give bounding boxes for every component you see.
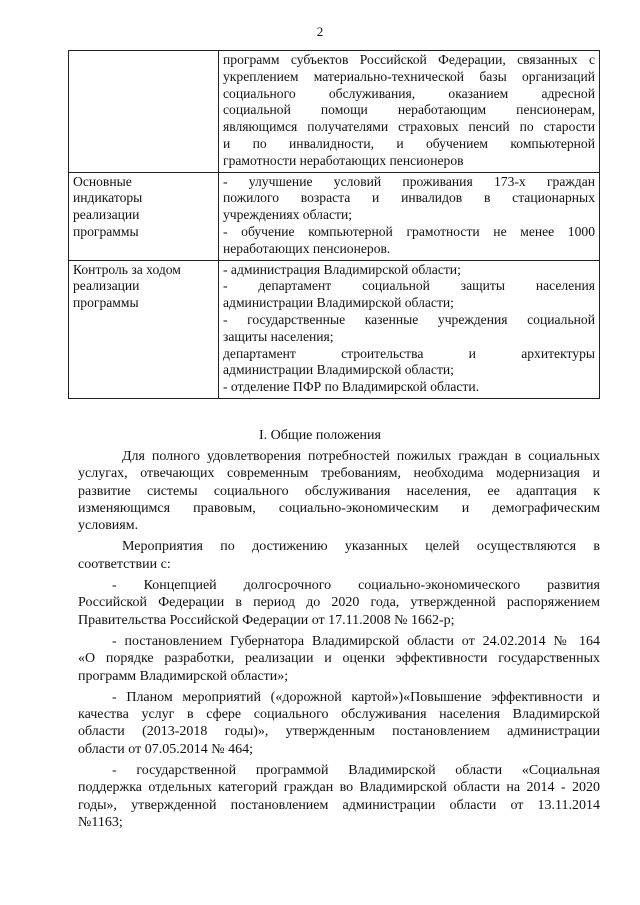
text-line: условиям. xyxy=(78,518,139,534)
paragraph xyxy=(78,577,600,629)
section-title: I. Общие положения xyxy=(259,428,381,443)
text-line: пожилого возраста и инвалидов в стационарных xyxy=(223,190,595,206)
text-line: Для полного удовлетворения потребностей пожилых граждан в социальных xyxy=(122,449,600,464)
text-line: - постановлением Губернатора Владимирской области от 24.02.2014 № 164 xyxy=(112,633,600,649)
text-line: администрации Владимирской области; xyxy=(223,362,454,378)
text-line: Правительства Российской Федерации от 17.11.2008 № 1662-р; xyxy=(78,612,455,628)
table-cell-value xyxy=(219,260,600,398)
text-line: - государственные казенные учреждения социальной xyxy=(223,311,595,327)
text-line: - Концепцией долгосрочного социально-экономического развития xyxy=(112,578,600,594)
text-line: являющимся получателями страховых пенсий по старости xyxy=(223,119,595,135)
text-line: грамотности неработающих пенсионеров xyxy=(223,152,464,168)
paragraph xyxy=(78,762,600,831)
text-line: социального обслуживания, оказанием адресной xyxy=(223,85,595,101)
table-row xyxy=(69,260,600,398)
text-line: годы», утвержденной постановлением администрации области от 13.11.2014 xyxy=(78,797,600,813)
text-line: социальной помощи неработающим пенсионерам, xyxy=(223,102,595,118)
text-line: изменяющимся правовым, социально-экономическим и демографическим xyxy=(78,500,600,516)
table-cell-label xyxy=(69,51,219,173)
paragraph xyxy=(78,689,600,758)
text-line: - администрация Владимирской области; xyxy=(223,261,461,277)
label-line: реализации xyxy=(73,207,140,223)
text-line: - департамент социальной защиты населения xyxy=(223,278,595,294)
text-line: - обучение компьютерной грамотности не менее 1000 xyxy=(223,223,595,239)
label-line: индикаторы xyxy=(73,190,143,206)
label-line: Основные xyxy=(73,173,132,189)
table-cell-value xyxy=(219,172,600,260)
text-line: укреплением материально-технической базы организаций xyxy=(223,68,595,84)
text-line: «О порядке разработки, реализации и оценки эффективности государственных xyxy=(78,651,600,667)
table-cell-value xyxy=(219,51,600,173)
text-line: и по инвалидности, и обучением компьютерной xyxy=(223,135,595,151)
text-line: Мероприятия по достижению указанных целей осуществляются в xyxy=(122,539,600,555)
text-line: неработающих пенсионеров. xyxy=(223,240,391,256)
text-line: программ Владимирской области»; xyxy=(78,668,289,684)
text-line: развитие системы социального обслуживания населения, ее адаптация к xyxy=(78,483,600,499)
body-text xyxy=(78,448,600,835)
label-line: Контроль за ходом xyxy=(73,261,181,277)
paragraph xyxy=(78,448,600,534)
program-passport-table xyxy=(68,50,600,399)
text-line: - отделение ПФР по Владимирской области. xyxy=(223,379,480,395)
text-line: области от 07.05.2014 № 464; xyxy=(78,741,253,757)
page-number: 2 xyxy=(316,24,324,39)
text-line: учреждениях области; xyxy=(223,207,353,223)
table-row xyxy=(69,51,600,173)
table-row xyxy=(69,172,600,260)
text-line: защиты населения; xyxy=(223,328,334,344)
paragraph xyxy=(78,538,600,573)
text-line: - улучшение условий проживания 173-х граждан xyxy=(223,173,595,189)
text-line: - Планом мероприятий («дорожной картой»)«Повышение эффективности и xyxy=(112,689,600,705)
text-line: области (2013-2018 годы)», утвержденным постановлением администрации xyxy=(78,724,600,740)
text-line: департамент строительства и архитектуры xyxy=(223,345,595,361)
text-line: соответствии с: xyxy=(78,556,171,572)
label-line: программы xyxy=(73,223,139,239)
text-line: программ субъектов Российской Федерации, связанных с xyxy=(223,52,595,67)
text-line: администрации Владимирской области; xyxy=(223,295,454,311)
text-line: качества услуг в сфере социального обслуживания населения Владимирской xyxy=(78,707,600,723)
table-cell-label xyxy=(69,260,219,398)
label-line: программы xyxy=(73,295,139,311)
text-line: - государственной программой Владимирской области «Социальная xyxy=(112,763,600,779)
text-line: услугах, отвечающих современным требованиям, необходима модернизация и xyxy=(78,466,600,482)
text-line: №1163; xyxy=(78,814,123,830)
text-line: поддержка отдельных категорий граждан во Владимирской области на 2014 - 2020 xyxy=(78,780,600,796)
label-line: реализации xyxy=(73,278,140,294)
text-line: Российской Федерации в период до 2020 года, утвержденной распоряжением xyxy=(78,595,600,611)
table-cell-label xyxy=(69,172,219,260)
paragraph xyxy=(78,633,600,685)
